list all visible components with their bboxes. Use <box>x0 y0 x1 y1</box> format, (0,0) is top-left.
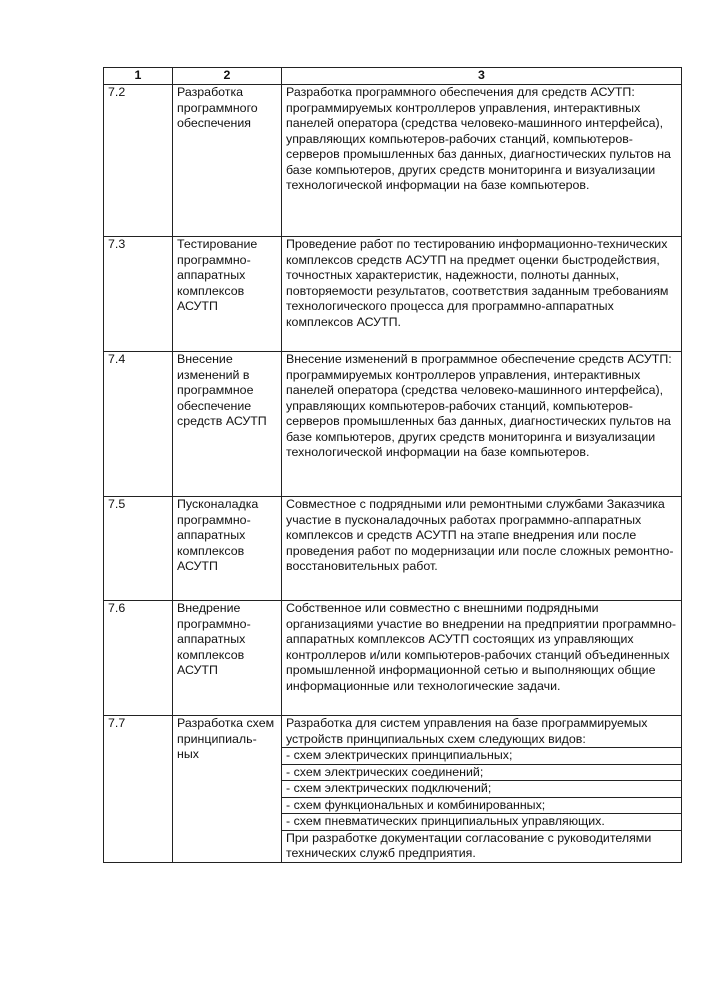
table-row <box>104 85 682 237</box>
row-number: 7.3 <box>104 237 173 352</box>
row-number: 7.6 <box>104 601 173 716</box>
row-number: 7.5 <box>104 497 173 601</box>
description-note: При разработке документации согласование с руководителями технических служб предприятия. <box>282 830 681 862</box>
work-name: Разработка схем принципиаль-ных <box>173 716 282 863</box>
table-row <box>104 352 682 497</box>
header-col-2: 2 <box>173 68 282 85</box>
table-row <box>104 497 682 601</box>
schema-type-item: - схем функциональных и комбинированных; <box>282 797 681 814</box>
header-col-3: 3 <box>282 68 682 85</box>
row-number: 7.2 <box>104 85 173 237</box>
header-col-1: 1 <box>104 68 173 85</box>
work-name: Внедрение программно-аппаратных комплексов АСУТП <box>173 601 282 716</box>
work-name: Разработка программного обеспечения <box>173 85 282 237</box>
work-name: Тестирование программно-аппаратных комплексов АСУТП <box>173 237 282 352</box>
row-number: 7.7 <box>104 716 173 863</box>
schema-type-item: - схем электрических соединений; <box>282 764 681 781</box>
work-description <box>282 716 682 863</box>
description-intro: Разработка для систем управления на базе программируемых устройств принципиальных схем следующих видов: <box>286 716 648 746</box>
table-row <box>104 601 682 716</box>
schema-type-item: - схем электрических подключений; <box>282 780 681 797</box>
table-header-row <box>104 68 682 85</box>
work-description: Внесение изменений в программное обеспечение средств АСУТП: программируемых контроллеров управления, интерактивных панелей оператора (средства человеко-машинного интерфейса), управляющих компьютеров-рабочих станций, компьютеров-серверов промышленных баз данных, диагностических пультов на базе компьютеров, других средств мониторинга и визуализации технологической информации на базе компьютеров. <box>282 352 682 497</box>
work-description: Совместное с подрядными или ремонтными службами Заказчика участие в пусконаладочных работах программно-аппаратных комплексов и средств АСУТП на этапе внедрения или после проведения работ по модернизации или после сложных ремонтно-восстановительных работ. <box>282 497 682 601</box>
work-name: Внесение изменений в программное обеспечение средств АСУТП <box>173 352 282 497</box>
work-name: Пусконаладка программно-аппаратных комплексов АСУТП <box>173 497 282 601</box>
work-description: Проведение работ по тестированию информационно-технических комплексов средств АСУТП на предмет оценки быстродействия, точностных характеристик, надежности, полноты данных, повторяемости результатов, соответствия заданным требованиям технологического процесса для программно-аппаратных комплексов АСУТП. <box>282 237 682 352</box>
row-number: 7.4 <box>104 352 173 497</box>
table-row <box>104 237 682 352</box>
work-types-table <box>103 67 682 863</box>
work-description: Собственное или совместно с внешними подрядными организациями участие во внедрении на предприятии программно-аппаратных комплексов АСУТП состоящих из управляющих контроллеров и/или компьютеров-рабочих станций объединенных промышленной информационной сетью и выполняющих общие информационные или технологические задачи. <box>282 601 682 716</box>
table-row <box>104 716 682 863</box>
work-description: Разработка программного обеспечения для средств АСУТП: программируемых контроллеров управления, интерактивных панелей оператора (средства человеко-машинного интерфейса), управляющих компьютеров-рабочих станций, компьютеров-серверов промышленных баз данных, диагностических пультов на базе компьютеров, других средств мониторинга и визуализации технологической информации на базе компьютеров. <box>282 85 682 237</box>
schema-type-item: - схем пневматических принципиальных управляющих. <box>282 813 681 830</box>
schema-type-item: - схем электрических принципиальных; <box>282 747 681 764</box>
